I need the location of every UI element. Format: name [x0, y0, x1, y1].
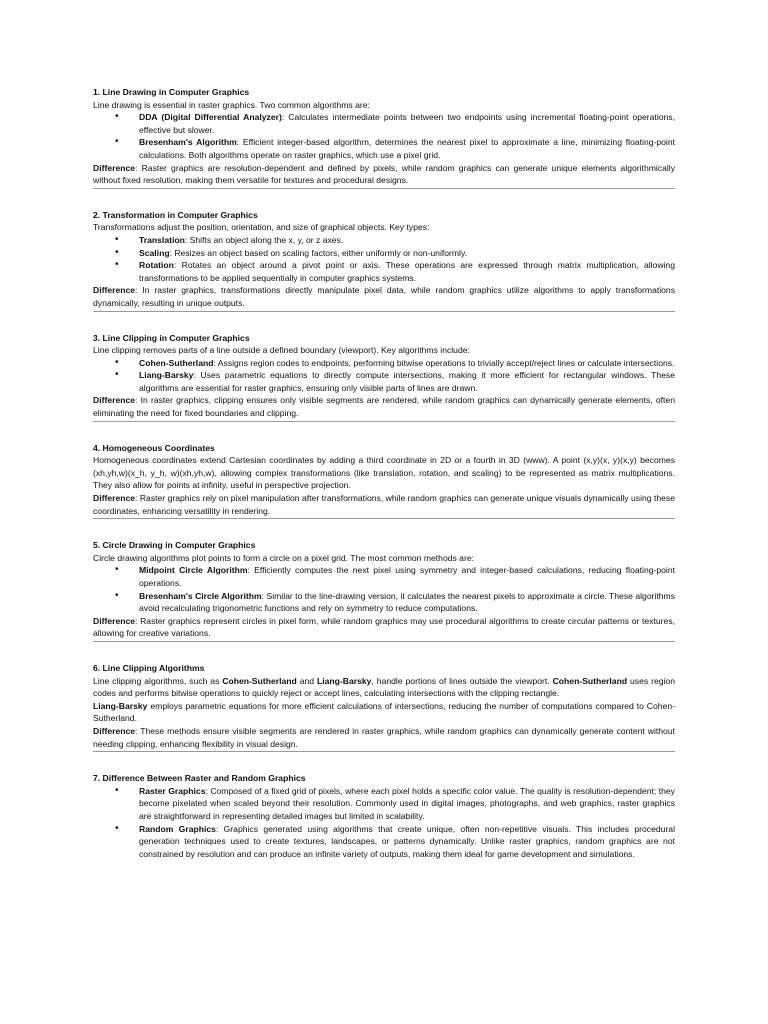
section-heading: 2. Transformation in Computer Graphics — [93, 209, 258, 220]
difference-label: Difference — [93, 162, 136, 173]
section-line-clipping — [93, 332, 675, 422]
bullet-list — [93, 111, 675, 161]
section-intro: Line drawing is essential in raster graphics. Two common algorithms are: — [93, 99, 370, 110]
body-term: Liang-Barsky — [93, 700, 148, 711]
bullet-term: Cohen-Sutherland — [139, 357, 214, 368]
section-circle-drawing — [93, 539, 675, 642]
bullet-text: : Shifts an object along the x, y, or z axes. — [184, 234, 344, 245]
list-item — [139, 564, 675, 589]
bullet-text: : Graphics generated using algorithms that create unique, often non-repetitive visuals. This includes procedural generation techniques used to create textures, landscapes, or patterns dynamically. Unlike raster graphics, random graphics are not constrained by resolution and can produce an infinite variety of outputs, making them ideal for game development and simulations. — [139, 823, 675, 859]
bullet-term: Scaling — [139, 247, 170, 258]
list-item — [139, 259, 675, 284]
section-intro: Circle drawing algorithms plot points to form a circle on a pixel grid. The most common methods are: — [93, 552, 474, 563]
difference-paragraph — [93, 162, 675, 187]
bullet-list — [93, 357, 675, 395]
section-heading: 6. Line Clipping Algorithms — [93, 662, 205, 673]
document-page — [93, 86, 675, 881]
bullet-term: Translation — [139, 234, 185, 245]
bullet-term: Rotation — [139, 260, 174, 271]
section-heading: 7. Difference Between Raster and Random Graphics — [93, 773, 306, 784]
difference-text: : Raster graphics are resolution-dependent and defined by pixels, while random graphics can generate unique elements algorithmically without fixed resolution, making them versatile for textures and procedural designs. — [93, 162, 675, 186]
bullet-list — [93, 785, 675, 861]
body-term: Cohen-Sutherland — [222, 675, 297, 686]
list-item — [139, 357, 675, 370]
bullet-list — [93, 564, 675, 614]
body-text: Line clipping algorithms, such as — [93, 675, 223, 686]
section-heading: 5. Circle Drawing in Computer Graphics — [93, 540, 256, 551]
bullet-text: : Similar to the line-drawing version, it calculates the nearest pixels to approximate a circle. These algorithms avoid recalculating trigonometric functions and rely on symmetry to reduce computations. — [139, 590, 675, 614]
list-item — [139, 369, 675, 394]
bullet-term: Bresenham's Circle Algorithm — [139, 590, 262, 601]
difference-text: : These methods ensure visible segments are rendered in raster graphics, while random graphics can dynamically generate content without needing clipping, enhancing flexibility in visual design. — [93, 725, 675, 749]
difference-paragraph — [93, 284, 675, 309]
section-intro: Transformations adjust the position, orientation, and size of graphical objects. Key types: — [93, 222, 430, 233]
difference-paragraph — [93, 492, 675, 517]
bullet-term: DDA (Digital Differential Analyzer) — [139, 112, 282, 123]
difference-label: Difference — [93, 395, 136, 406]
section-raster-vs-random — [93, 772, 675, 861]
section-heading: 3. Line Clipping in Computer Graphics — [93, 332, 250, 343]
difference-label: Difference — [93, 493, 136, 504]
section-transformation — [93, 209, 675, 312]
difference-text: : Raster graphics represent circles in pixel form, while random graphics may use procedural algorithms to create circular patterns or textures, allowing for creative variations. — [93, 615, 675, 639]
bullet-term: Bresenham's Algorithm — [139, 137, 237, 148]
list-item — [139, 234, 675, 247]
bullet-text: : Calculates intermediate points between two endpoints using incremental floating-point operations, effective but slower. — [139, 112, 675, 135]
bullet-text: : Rotates an object around a pivot point or axis. These operations are expressed through matrix multiplication, allowing transformations to be applied sequentially in computer graphics systems. — [139, 260, 675, 283]
list-item — [139, 823, 675, 861]
body-term: Liang-Barsky — [317, 675, 372, 686]
section-line-drawing — [93, 86, 675, 189]
bullet-term: Liang-Barsky — [139, 370, 194, 381]
bullet-term: Raster Graphics — [139, 785, 206, 796]
list-item — [139, 111, 675, 136]
body-term: Cohen-Sutherland — [552, 675, 628, 686]
bullet-term: Midpoint Circle Algorithm — [139, 565, 248, 576]
body-text: , handle portions of lines outside the viewport. — [371, 675, 553, 686]
difference-label: Difference — [93, 725, 136, 736]
section-heading: 4. Homogeneous Coordinates — [93, 442, 215, 453]
bullet-term: Random Graphics — [139, 823, 216, 834]
section-body — [93, 675, 675, 725]
bullet-text: : Composed of a fixed grid of pixels, where each pixel holds a specific color value. The quality is resolution-dependent; they become pixelated when scaled beyond their resolution. Commonly used in digital images, photographs, and web graphics, raster graphics are straightforward in representing detailed images but limited in scalability. — [139, 785, 675, 821]
bullet-text: : Efficiently computes the next pixel using symmetry and integer-based calculations, reducing floating-point operations. — [139, 565, 675, 588]
difference-text: : In raster graphics, transformations directly manipulate pixel data, while random graphics utilize algorithms to apply transformations dynamically, resulting in unique outputs. — [93, 285, 675, 308]
bullet-list — [93, 234, 675, 284]
section-intro: Line clipping removes parts of a line outside a defined boundary (viewport). Key algorithms include: — [93, 345, 470, 356]
bullet-text: : Uses parametric equations to directly compute intersections, making it more efficient for rectangular windows. These algorithms are essential for raster graphics, ensuring only visible parts of lines are drawn. — [139, 370, 675, 393]
body-text: employs parametric equations for more efficient calculations of intersections, reducing the number of computations compared to Cohen-Sutherland. — [93, 700, 675, 724]
difference-paragraph — [93, 394, 675, 419]
list-item — [139, 247, 675, 260]
list-item — [139, 590, 675, 615]
difference-text: : In raster graphics, clipping ensures only visible segments are rendered, while random graphics can dynamically generate elements, often eliminating the need for fixed boundaries and clipping. — [93, 395, 675, 419]
section-intro: Homogeneous coordinates extend Cartesian coordinates by adding a third coordinate in 2D or a fourth in 3D (www). A point (x,y)(x, y)(x,y) becomes (xh,yh,w)(x_h, y_h, w)(xh,yh,w), allowing complex transformations (like translation, rotation, and scaling) to be represented as matrix multiplications. They also allow for points at infinity, useful in perspective projection. — [93, 455, 675, 491]
body-text: uses region codes and performs bitwise operations to quickly reject or accept lines, calculating intersections with the clipping rectangle. — [93, 675, 675, 699]
section-line-clipping-algorithms — [93, 662, 675, 752]
difference-paragraph — [93, 725, 675, 750]
body-text: and — [296, 675, 318, 686]
list-item — [139, 785, 675, 823]
difference-label: Difference — [93, 615, 136, 626]
difference-paragraph — [93, 615, 675, 640]
section-homogeneous-coordinates — [93, 442, 675, 520]
list-item — [139, 136, 675, 161]
bullet-text: : Efficient integer-based algorithm, determines the nearest pixel to approximate a line, minimizing floating-point calculations. Both algorithms operate on raster graphics, which use a pixel grid. — [139, 137, 675, 160]
section-heading: 1. Line Drawing in Computer Graphics — [93, 87, 250, 97]
difference-label: Difference — [93, 285, 136, 296]
difference-text: : Raster graphics rely on pixel manipulation after transformations, while random graphics can generate unique visuals dynamically using these coordinates, enhancing versatility in rendering. — [93, 493, 675, 516]
bullet-text: : Assigns region codes to endpoints, performing bitwise operations to trivially accept/reject lines or calculate intersections. — [213, 357, 675, 368]
bullet-text: : Resizes an object based on scaling factors, either uniformly or non-uniformly. — [169, 247, 467, 258]
